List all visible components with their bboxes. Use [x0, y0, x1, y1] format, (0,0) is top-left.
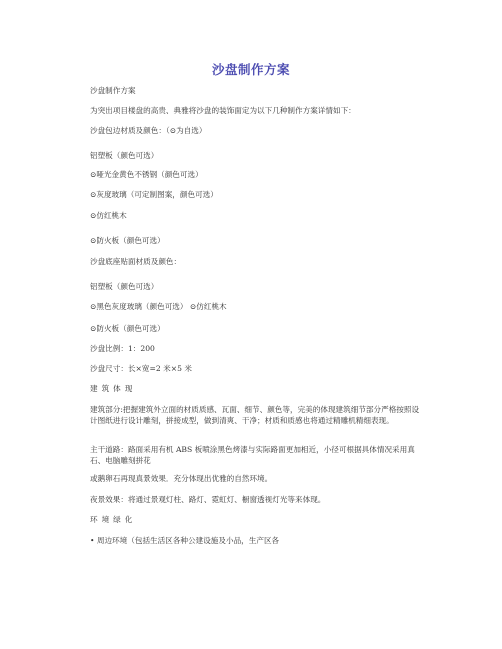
- text-line: 夜景效果：将通过景观灯柱、路灯、霓虹灯、橱窗透视灯光等来体现。: [90, 495, 326, 504]
- text-line: ⊙灰度玻璃（可定制图案，颜色可选）: [90, 190, 218, 199]
- text-line: 沙盘包边材质及颜色：（⊙为自选）: [90, 126, 207, 135]
- paragraph-road: 主干道路：路面采用有机 ABS 板喷涂黑色烤漆与实际路面更加相近，小径可根据具体情况采用真石、电脑雕刻拼花: [90, 445, 415, 465]
- text-line: 沙盘底座贴面材质及颜色：: [90, 257, 182, 266]
- text-line: 铝塑板（颜色可选）: [90, 151, 159, 160]
- text-line: 或鹅卵石再现真景效果．充分体现出优雅的自然环境。: [90, 474, 273, 483]
- text-line: 沙盘比例：1：200: [90, 344, 155, 353]
- text-line: ⊙仿红桃木: [90, 211, 127, 220]
- text-line: 为突出项目楼盘的高贵、典雅将沙盘的装饰面定为以下几种制作方案详情如下：: [90, 106, 356, 115]
- text-line: 铝塑板（颜色可选）: [90, 282, 159, 291]
- document-title: 沙盘制作方案: [211, 62, 290, 77]
- text-line: ⊙防火板（颜色可选）: [90, 236, 165, 245]
- section-heading: 建筑体现: [90, 384, 137, 393]
- section-heading: 环境绿化: [90, 515, 137, 524]
- text-line: 沙盘制作方案: [90, 86, 136, 95]
- paragraph-building: 建筑部分:把握建筑外立面的材质质感、瓦面、细节、颜色等，完美的体现建筑细节部分严格按照设计图纸进行设计雕刻，拼接成型，做到清爽、干净；材质和质感也将通过精雕机精细表现。: [90, 405, 420, 425]
- text-line: ⊙防火板（颜色可选）: [90, 324, 165, 333]
- text-line: ⊙黑色灰度玻璃（颜色可选） ⊙仿红桃木: [90, 302, 227, 311]
- text-line: ⊙哑光金黄色不锈钢（颜色可选）: [90, 170, 203, 179]
- bullet-line: • 周边环境（包括生活区各种公建设施及小品，生产区各: [90, 536, 280, 545]
- text-line: 沙盘尺寸：长×宽=2 米×5 米: [90, 364, 192, 373]
